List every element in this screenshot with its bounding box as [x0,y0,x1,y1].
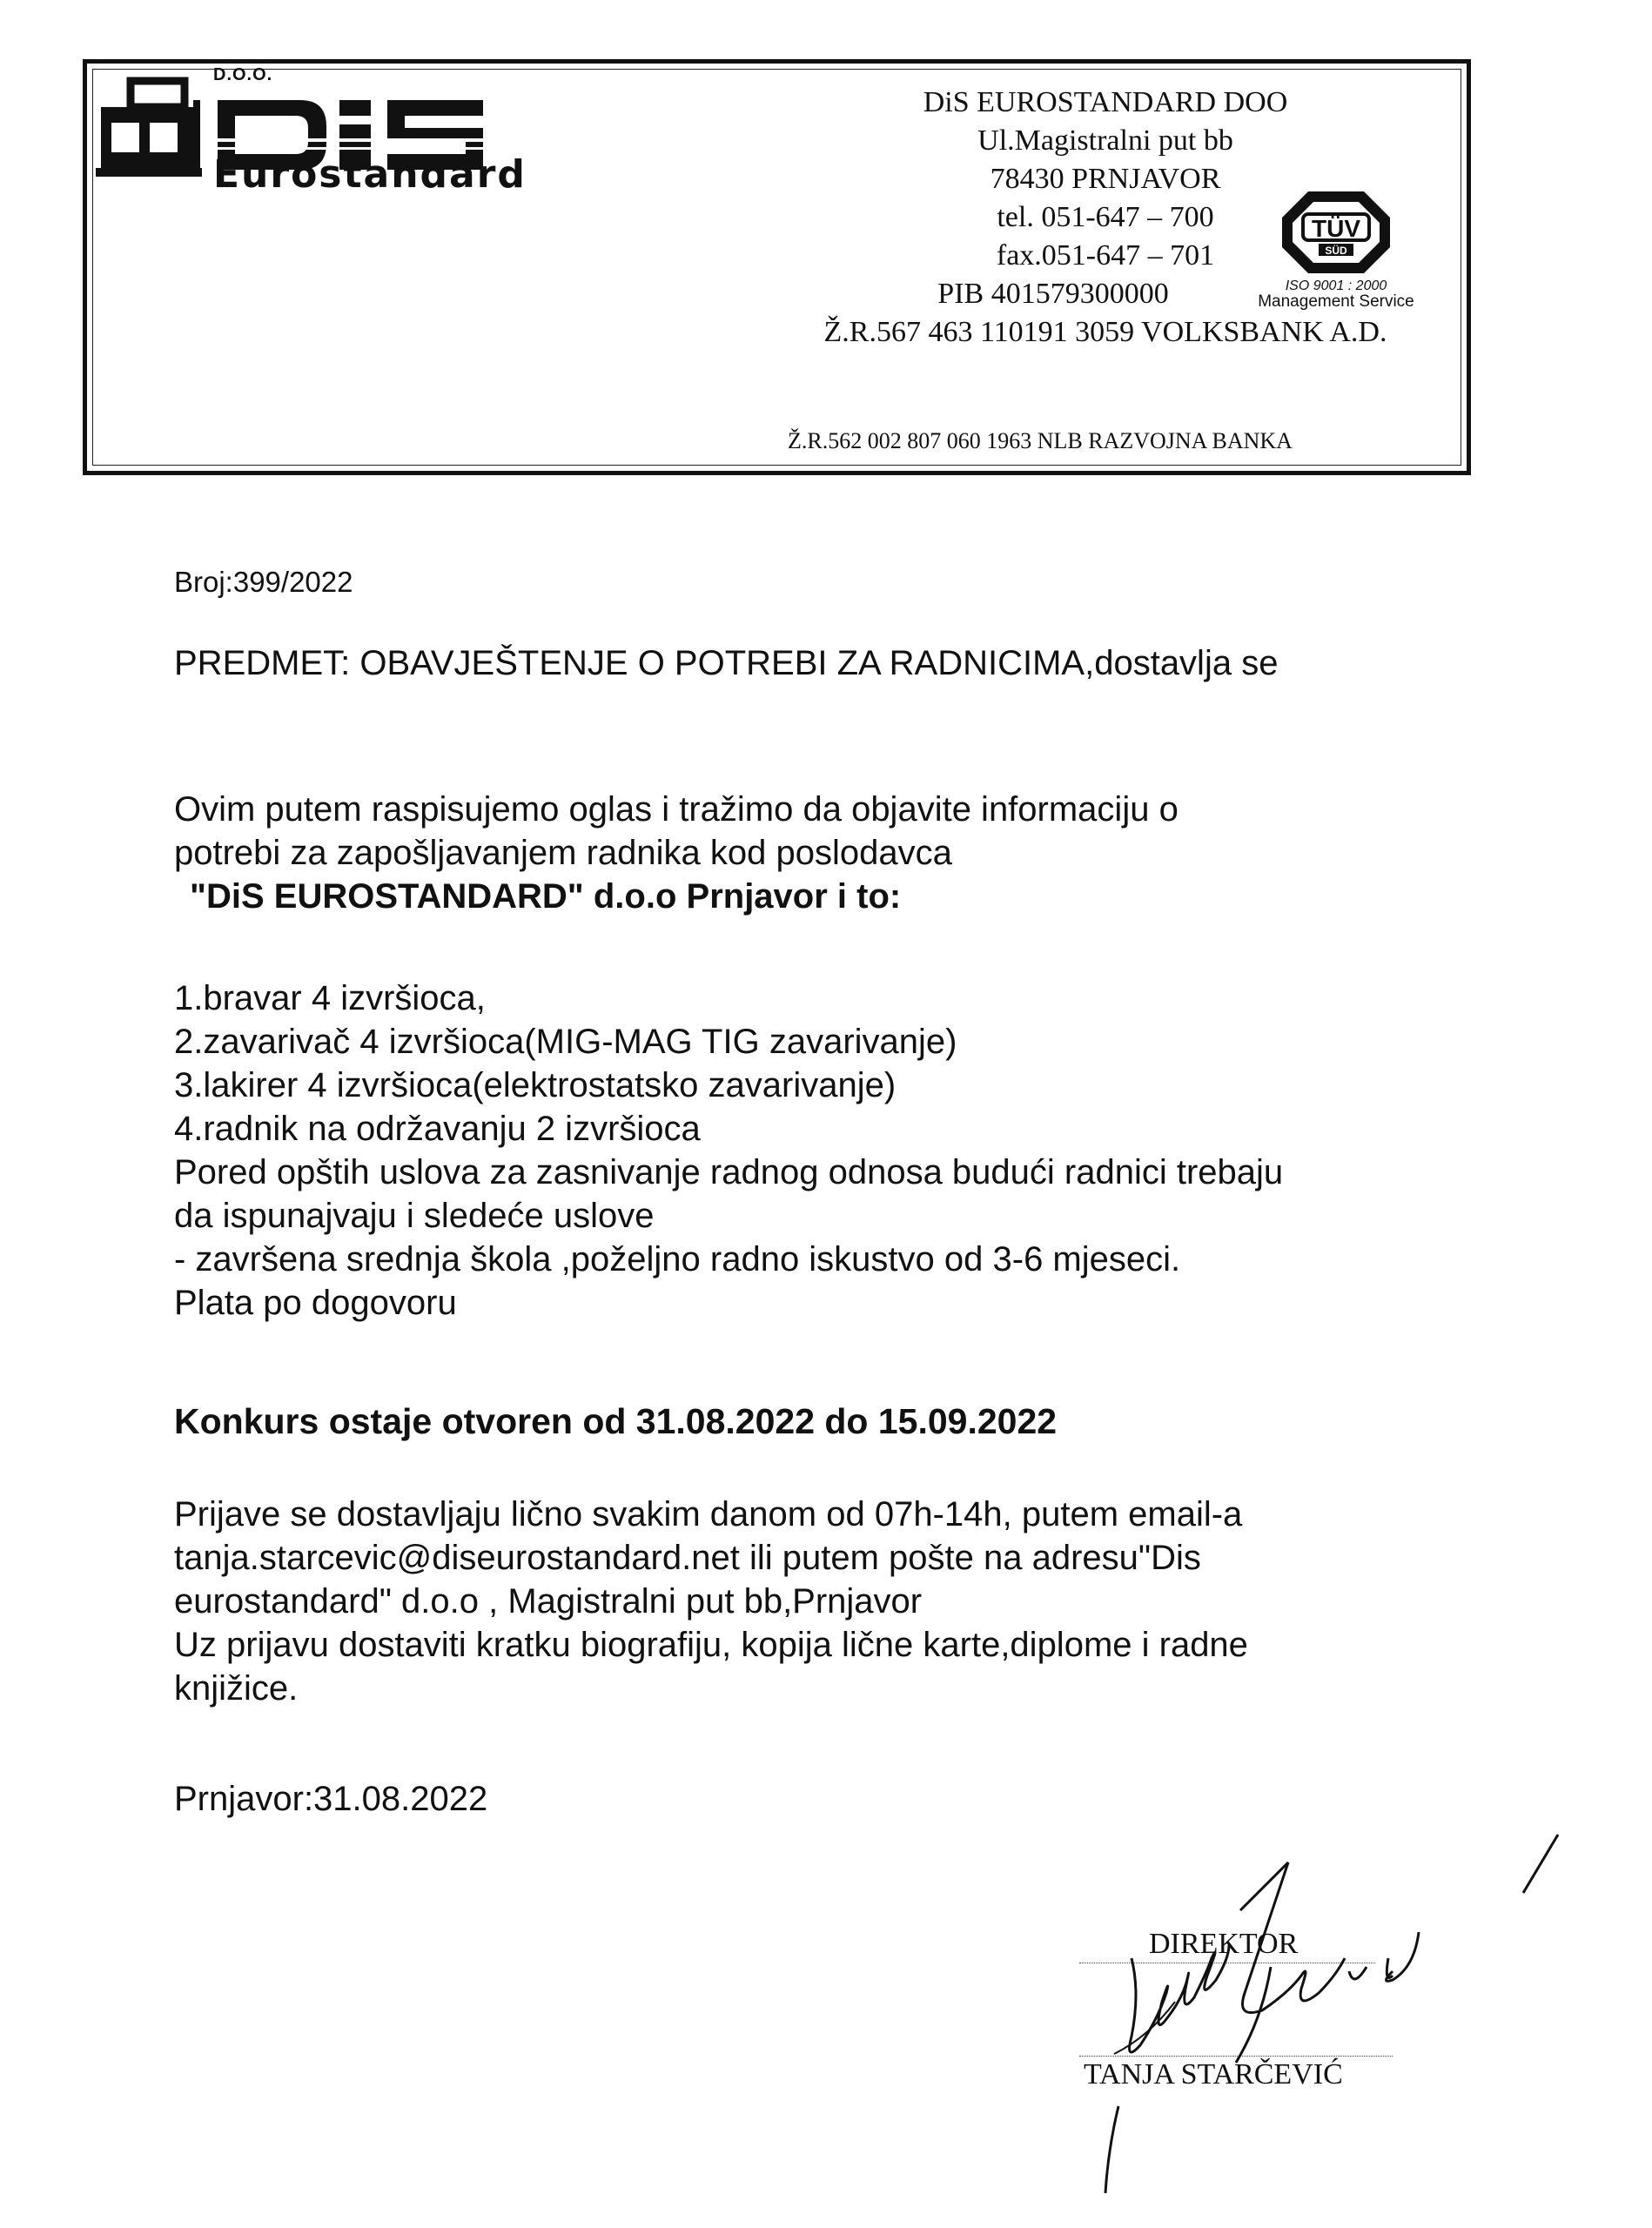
logo-brand: Eurostandard [213,152,527,197]
company-name: DiS EUROSTANDARD DOO [923,86,1288,118]
handwritten-signature-icon [1044,1828,1567,2202]
positions-list [174,976,1283,1325]
document-number: Broj:399/2022 [174,566,353,598]
company-street: Ul.Magistralni put bb [977,124,1233,157]
employer-name: "DiS EUROSTANDARD" d.o.o Prnjavor i to: [190,877,902,916]
deadline-notice: Konkurs ostaje otvoren od 31.08.2022 do 15.09.2022 [174,1401,1058,1441]
application-email-line: tanja.starcevic@diseurostandard.net ili putem pošte na adresu"Dis [174,1539,1201,1577]
company-logo [96,65,566,205]
logo-tag: D.O.O. [213,65,273,84]
document-subject: PREDMET: OBAVJEŠTENJE O POTREBI ZA RADNICIMA,dostavlja se [174,644,1279,682]
tuv-badge-icon [1240,185,1432,280]
intro-paragraph [174,788,1179,918]
requirements-line: Pored opštih uslova za zasnivanje radnog odnosa budući radnici trebaju [174,1153,1284,1191]
application-line: Prijave se dostavljaju lično svakim danom od 07h-14h, putem email-a [174,1495,1243,1533]
intro-line: Ovim putem raspisujemo oglas i tražimo da objavite informaciju o [174,790,1179,829]
list-item: 2.zavarivač 4 izvršioca(MIG-MAG TIG zavarivanje) [174,1023,957,1061]
requirements-line: da ispunajvaju i sledeće uslove [174,1197,655,1235]
company-pib: PIB 401579300000 [937,278,1169,310]
tuv-badge-label: TÜV [1312,215,1360,242]
application-line: eurostandard" d.o.o , Magistralni put bb,Prnjavor [174,1582,923,1621]
list-item: 3.lakirer 4 izvršioca(elektrostatsko zavarivanje) [174,1066,897,1104]
certification-label: Management Service [1258,292,1414,311]
intro-line: potrebi za zapošljavanjem radnika kod poslodavca [174,834,952,872]
company-city: 78430 PRNJAVOR [990,163,1221,195]
list-item: 1.bravar 4 izvršioca, [174,979,486,1017]
certification-mark [1240,185,1432,315]
certification-text [1240,278,1432,310]
company-bank-account-1: Ž.R.567 463 110191 3059 VOLKSBANK A.D. [823,316,1387,348]
certification-iso: ISO 9001 : 2000 [1285,278,1387,293]
signatory-name: TANJA STARČEVIĆ [1084,2058,1343,2090]
company-fax: fax.051-647 – 701 [996,239,1215,272]
application-line: knjižice. [174,1669,299,1708]
place-and-date: Prnjavor:31.08.2022 [174,1780,488,1818]
salary-line: Plata po dogovoru [174,1284,457,1322]
signature-block [1044,1828,1567,2202]
application-line: Uz prijavu dostaviti kratku biografiju, kopija lične karte,diplome i radne [174,1626,1248,1664]
tuv-badge-sub: SÜD [1325,245,1347,257]
signatory-title: DIREKTOR [1149,1928,1299,1960]
company-phone: tel. 051-647 – 700 [997,201,1214,233]
requirements-line: - završena srednja škola ,poželjno radno iskustvo od 3-6 mjeseci. [174,1240,1181,1278]
application-paragraph [174,1493,1248,1710]
company-bank-account-2: Ž.R.562 002 807 060 1963 NLB RAZVOJNA BANKA [788,428,1293,453]
list-item: 4.radnik na održavanju 2 izvršioca [174,1110,701,1148]
